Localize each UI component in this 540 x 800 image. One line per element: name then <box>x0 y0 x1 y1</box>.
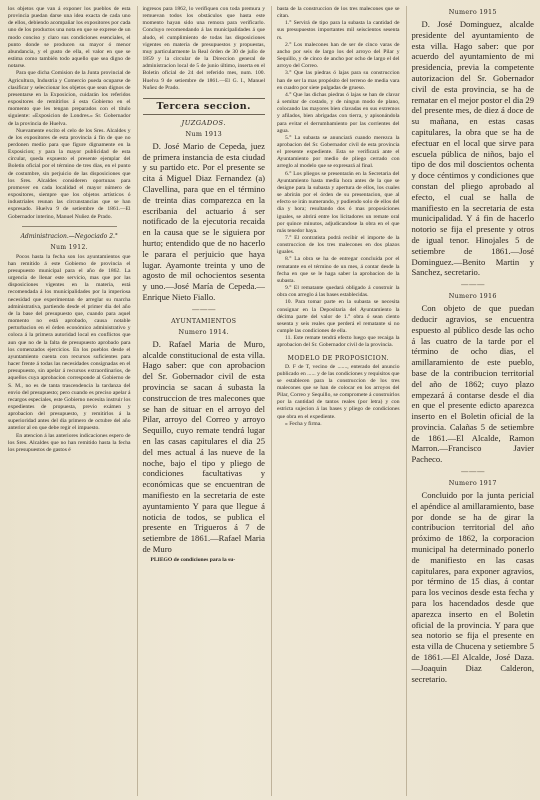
edict-1917 <box>412 490 535 684</box>
divider <box>22 226 117 227</box>
admin-number: Num 1912. <box>50 243 88 251</box>
col3-text <box>277 6 400 350</box>
col1-text <box>8 6 131 221</box>
divider: ——— <box>460 467 485 477</box>
condition-item: 5.° La subasta se anunciará cuando merezca la aprobacion del Sr. Gobernador civil de esta provincia el presente expediente. Esta se verificará ante el Ayuntamiento por medio de pliego cerrado con arreglo al modelo que se expresará al final. <box>277 134 400 170</box>
condition-item: 9.° El rematante quedará obligado á construir la obra con arreglo á las bases establecidas. <box>277 285 400 299</box>
modelo-fecha: » Fecha y firma. <box>285 420 322 427</box>
col1-paragraph-4: Pocos hasta la fecha son los ayuntamientos que han remitido á este Gobierno de provincia el presupuesto municipal para el año de 1862. La urgencia de llenar este servicio, mas que por las disposiciones vigentes en la materia, está recomendada á los municipalidades por la imperiosa necesidad que experimentan de arreglar su marcha administrativa, partiendo desde el primer dia del año de la base del presupuesto que, cuando para aquel momento no está aprobado, causa notable perturbacion en el órden económico administrativo y coloca á la primera autoridad local en conflictos que aun que no de la falta de presupuesto aprobado para los comenzados ejercicios. En los pueblos desde el ayuntamiento cuenta con recursos suficientes para hacer frente á todas las necesidades consignadas en el presupuesto, sin apelar á recursos extraordinarios, de aquellos cuya aprobacion corresponde al Gobierno de S. M., no es de tanta trascendencia la tardanza del envio del presupuesto; pero cuando es preciso apelar á recargos especiales, este Gobierno necesita instruir los expedientes de propuesta, previo exámen y aprobacion del presupuesto, y remitirlos á la superioridad antes del dia primero de octubre del año anterior al en que debe regir el impuesto. <box>8 253 131 432</box>
edict-1916-number: Numero 1916 <box>448 292 497 301</box>
col2-text <box>143 6 266 92</box>
pliego-title: PLIEGO de condiciones para la su- <box>150 556 236 563</box>
col1-paragraph-3: Nuevamente excito el celo de los Sres. Alcaldes y de los expositores de esta provincia á fin de que no perdonen medio para que figure dignamente en la Exposicion; y para la mayor publicidad de esta circular, queda expuesto el presente ejemplar del Boletin oficial por el término de tres dias, en el punto de costumbre, sin perjuicio de las disposiciones que los Sres. Alcaldes consideren oportunas para promover en cada localidad el mayor número de expositores, siempre que los objetos artísticos ó industriales reunan las circunstancias que se han expresado. Huelva 9 de setiembre de 1861.—El Gobernador interino, Manuel Nuñez de Prado. <box>8 127 131 220</box>
ayuntamientos-heading: AYUNTAMIENTOS <box>171 316 237 325</box>
edict-1913 <box>143 141 266 303</box>
column-1 <box>8 6 131 796</box>
admin-heading: Administracion.—Negociado 2.° <box>20 232 118 240</box>
col2-paragraph-1: ingresos para 1862, lo verifiquen con toda premura y remuevan todos los obstáculos que hasta este momento hayan sido una remora para verificarlo. Concluyo recomendando á las municipalidades á que aludo, el cumplimiento de todas las disposiciones vigentes en materia de presupuestos y propuestas, muy particularmente la Real órden de 30 de julio de 1859 y la circular de la Direccion general de administracion local de 5 de junio último, inserta en el Boletin oficial de 24 del referido mes, num. 100. Huelva 9 de setiembre de 1861.—El G. I., Manuel Nuñez de Prado. <box>142 6 265 91</box>
column-2 <box>137 6 266 796</box>
divider: ——— <box>191 304 216 314</box>
edict-1914 <box>143 339 266 555</box>
condition-item: 6.° Los pliegos se presentarán en la Secretaria del Ayuntamiento hasta media hora antes de la que se designe para la subasta y apertura de ellos, los cuales se abrirán por el órden de su presentacion, que al efecto se irán numerando, y pudiendo solo de ellos del dia y hora; resultando dos ó mas proposiciones iguales, se abrirá entre los licitadores un remate oral por quince minutos, adjudicandose la obra en el que más tenedor haya. <box>277 170 400 234</box>
edict-1915-text: D. José Dominguez, alcalde presidente del ayuntamiento de esta villa. Hago saber: que por acuerdo del ayuntamiento de mi presidencia, previa la competente autorizacion del Sr. Gobernador civil de esta provincia, se ha de rematar en el mejor postor el dia 29 del presente mes, de diez á doce de su mañana, en estas casas capitulares, la obra que se ha de efectuar en el local que sirve para escuela pública de niños, bajo el tipo de dos mil doscientos ochenta y doce céntimos y condiciones que constan del pliego aprobado al efecto, el cual se halla de manifiesto en la secretaria de esta municipalidad. Y á fin de hacerlo notorio se fija el presente y otros de igual tenor. Hinojales 5 de setiembre de 1861.—José Dominguez.—Benito Martin y Sanchez, secretario. <box>411 19 534 278</box>
edict-1915 <box>412 19 535 278</box>
edict-1917-text: Concluido por la junta pericial el apéndice al amillaramiento, base por donde se ha de girar la contribucion territorial del año próximo de 1862, la corporacion municipal ha determinado ponerlo de manifiesto en las casas capitulares, para exponer agravios, por término de 15 dias, á contar para los vecinos desde esta fecha y para los hacendados desde que aparezca inserto en el Boletin oficial de la provincia. Y para que sea notorio se fija el presente en esta villa de Chucena y setiembre 5 de 1861.—El Alcalde, José Daza.—Joaquin Diaz Calderon, secretario. <box>411 490 534 684</box>
section-title: Tercera seccion. <box>143 98 266 115</box>
condition-item: 2.° Los malecones han de ser de cinco varas de ancho por seis de largo los del arroyo del Pilar y Sequillo, y de cinco de ancho por ocho de largo el del arroyo del Correo. <box>277 41 400 70</box>
edict-1915-number: Numero 1915 <box>448 8 497 16</box>
divider: ——— <box>460 280 485 290</box>
modelo-title: MODELO DE PROPOSICION. <box>287 354 389 362</box>
edict-1914-text: D. Rafael Maria de Muro, alcalde constitucional de esta villa. Hago saber: que con aprobacion del Sr. Gobernador civil de esta provincia se sacan á subasta la construccion de tres malecones que se han de situar en el arroyo del Pilar, arroyo del Correo y arroyo Sequillo, cuyo remate tendrá lugar en las casas capitulares el dia 25 del mes actual á las nueve de la noche, bajo el tipo y pliego de condiciones facultativas y económicas que se encuentran de manifiesto en la secretaria de este ayuntamiento Y para que llegue á noticia de todos, se publica el presente en Trigueros á 7 de setiembre de 1861.—Rafael Maria de Muro <box>142 338 265 554</box>
condition-item: 3.° Que las piedras ó lajas para su construccion han de ser la mas propósito del terreno de media vara en cuadro por siete pulgadas de grueso. <box>277 70 400 91</box>
modelo-body: D. F de T, vecino de ......., enterado del anuncio publicado en ...... y de las condiciones y requisitos que se establecen para la construccion de los tres malecones que se han de colocar en los arroyos del Pilar, Correo y Sequillo, se compromete á construirlos por la cantidad de tantos reales (por letra) y con estricta sujecion á las bases y pliego de condiciones que obra en el expediente. <box>277 363 400 420</box>
juzgados-heading: JUZGADOS. <box>181 118 226 127</box>
condition-item: 7.° El contratista podrá recibir el importe de la construccion de los tres malecones en dos plazos iguales. <box>277 235 400 256</box>
col3-intro: basta de la construccion de los tres malecones que se citan. <box>277 6 400 20</box>
condition-item: 1.° Servirá de tipo para la subasta la cantidad de sus presupuestos importantes mil seiscientos sesenta rs. <box>277 20 400 41</box>
condition-item: 10. Para tomar parte en la subasta se necesita consignar en la Depositaria del Ayuntamiento la décima parte del valor de 1.° obra ó sean ciento sesenta y seis reales que perderá el rematante si no cumple las condiciones de ella. <box>277 299 400 335</box>
column-3 <box>271 6 400 796</box>
edict-1917-number: Numero 1917 <box>448 479 497 488</box>
condition-item: 4.° Que las dichas piedras ó lajas se han de clavar á semitar de costado, y de ningun modo de plano, colocando las mayores bien clavadas en sus extremos y afilados, bien abrigadas con tierra, y apisonándola para evitar el derrumbamiento por las corrientes del agua. <box>277 91 400 134</box>
edict-1916 <box>412 303 535 465</box>
pliego-line <box>143 557 266 564</box>
edict-1914-number: Numero 1914. <box>178 327 229 336</box>
col1-intro: los objetos que van á exponer los pueblos de esta provincia puedan darse una idea exacta de cada uno de ellos, debiendo acompañar los expositores por cada uno de los productos una nota en que se exprese de un modo conciso y claro sus condiciones esenciales, el punto donde se producen su mayor ó menor abundancia, y el gusto de ella, el valor en que se estima como también todo aquello que sea digno de notarse. <box>8 6 131 70</box>
modelo-text <box>277 364 400 428</box>
col1-admin-text <box>8 254 131 454</box>
condition-item: 11. Este remate tendrá efecto luego que recaiga la aprobacion del Sr. Gobernador civil de la provincia. <box>277 335 400 349</box>
edict-1916-text: Con objeto de que puedan deducir agravios, se encuentra espuesto al público desde las ocho á las cuatro de la tarde por el término de ocho dias, el amillaramiento de este pueblo, base de la contribucion territorial del año de 1862; cuyo plazo empezará á contarse desde el dia en que el presente edicto aparezca inserto en el Boletin oficial de la provincia. Calañas 5 de setiembre de 1861.—El Alcalde, Ramon Marron.—Francisco Javier Pacheco. <box>411 303 534 465</box>
col1-paragraph-2: Para que dicha Comision de la Junta provincial de Agricultura, Industria y Comercio pueda ocuparse de clasificar y seleccionar los objetos que sean dignos de presentarse en la Exposicion, cuidarán los referidos expositores de remitirlos á esta Gobierno en el momento que les tengan preparados con el título siguiente: «Exposicion de Londres.» Sr. Gobernador de la provincia de Huelva. <box>8 70 131 127</box>
col1-paragraph-5: En atencion á las anteriores indicaciones espero de los Sres. Alcaldes que no han remitido hasta la fecha los presupuestos de gastos é <box>8 432 131 453</box>
edict-1913-number: Num 1913 <box>185 129 222 138</box>
edict-1913-text: D. José Mario de Cepeda, juez de primera instancia de esta ciudad y su partido etc. Por el presente se cita á Miguel Diaz Fernandez (a) Clavellina, para que en el término de treinta dias comparezca en la escribania del actuario á ser notificado de la ejecutoria recaida en la causa que se le siguiera por hurto; entendido que de no hacerlo le parara el perjuicio que haya lugar. Ayamonte treinta y uno de agosto de mil ochocientos sesenta y uno.—José María de Cepeda.—Enrique Nieto Fiallo. <box>142 140 265 303</box>
column-4 <box>406 6 535 796</box>
condition-item: 8.° La obra se ha de entregar concluida por el rematante en el término de un mes, á contar desde la fecha en que se le haga saber la aprobacion de la subasta. <box>277 256 400 284</box>
